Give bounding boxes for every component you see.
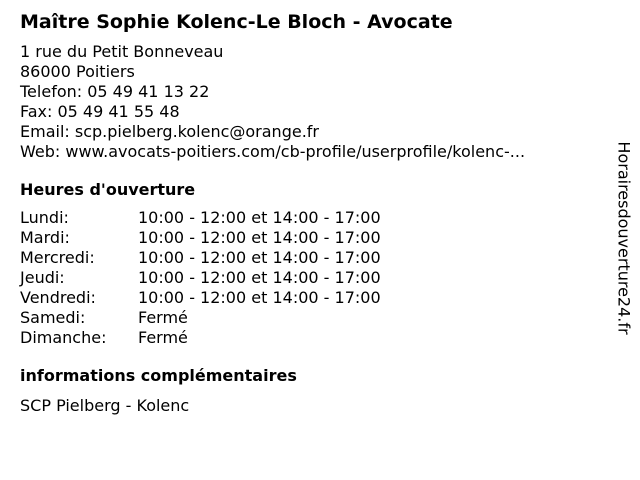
hours-row-sunday xyxy=(20,328,610,348)
day-hours: 10:00 - 12:00 et 14:00 - 17:00 xyxy=(138,288,381,307)
day-label: Jeudi: xyxy=(20,268,65,287)
hours-row-tuesday xyxy=(20,228,610,248)
hours-row-saturday xyxy=(20,308,610,328)
day-hours: 10:00 - 12:00 et 14:00 - 17:00 xyxy=(138,228,381,247)
day-hours: Fermé xyxy=(138,328,188,347)
phone-number: Telefon: 05 49 41 13 22 xyxy=(20,82,210,101)
hours-heading: Heures d'ouverture xyxy=(20,180,196,199)
day-hours: 10:00 - 12:00 et 14:00 - 17:00 xyxy=(138,268,381,287)
hours-row-wednesday xyxy=(20,248,610,268)
street-address: 1 rue du Petit Bonneveau xyxy=(20,42,224,61)
website-link: Web: www.avocats-poitiers.com/cb-profile/userprofile/kolenc-... xyxy=(20,142,526,161)
day-label: Samedi: xyxy=(20,308,86,327)
extra-info-heading: informations complémentaires xyxy=(20,366,297,385)
day-hours: Fermé xyxy=(138,308,188,327)
day-hours: 10:00 - 12:00 et 14:00 - 17:00 xyxy=(138,248,381,267)
hours-row-friday xyxy=(20,288,610,308)
page-title: Maître Sophie Kolenc-Le Bloch - Avocate xyxy=(20,11,453,33)
fax-number: Fax: 05 49 41 55 48 xyxy=(20,102,180,121)
day-hours: 10:00 - 12:00 et 14:00 - 17:00 xyxy=(138,208,381,227)
extra-info-text: SCP Pielberg - Kolenc xyxy=(20,396,190,415)
hours-row-monday xyxy=(20,208,610,228)
contact-block xyxy=(20,42,610,162)
city-address: 86000 Poitiers xyxy=(20,62,135,81)
day-label: Mardi: xyxy=(20,228,70,247)
email-address: Email: scp.pielberg.kolenc@orange.fr xyxy=(20,122,319,141)
hours-row-thursday xyxy=(20,268,610,288)
listing-card xyxy=(20,8,610,416)
day-label: Dimanche: xyxy=(20,328,107,347)
day-label: Vendredi: xyxy=(20,288,96,307)
day-label: Mercredi: xyxy=(20,248,95,267)
day-label: Lundi: xyxy=(20,208,69,227)
brand-watermark: Horairesdouverture24.fr xyxy=(614,141,634,335)
hours-table xyxy=(20,208,610,348)
